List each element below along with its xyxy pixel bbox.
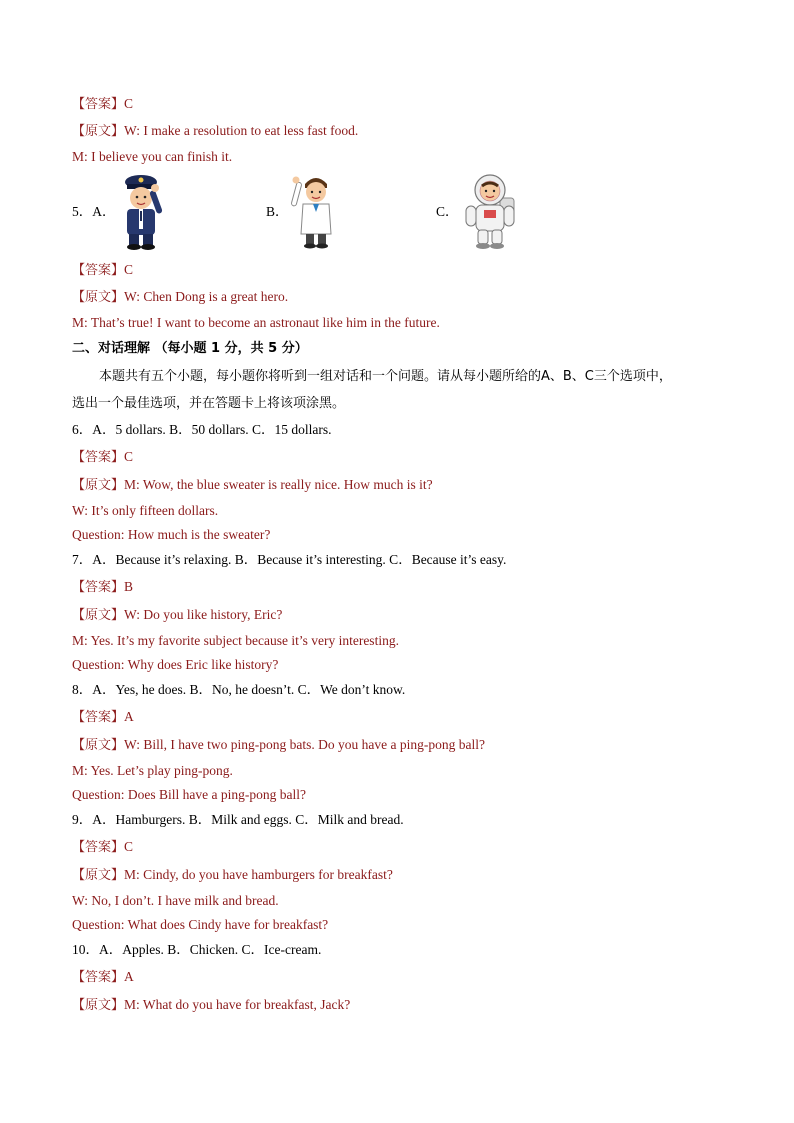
q7-script-m: M: Yes. It’s my favorite subject because it’s very interesting. bbox=[72, 633, 399, 648]
q9-script-line bbox=[72, 867, 393, 884]
q8-options: 8．A．Yes, he does. B．No, he doesn’t. C．We don’t know. bbox=[72, 682, 406, 697]
q5-script-m: M: That’s true! I want to become an astronaut like him in the future. bbox=[72, 315, 440, 330]
q7-script-line bbox=[72, 607, 282, 624]
doctor-icon bbox=[290, 172, 342, 250]
q5-option-b-label: B． bbox=[266, 204, 289, 219]
script-tag: 【原文】 bbox=[72, 290, 125, 305]
section-2-instruction-1: 本题共有五个小题，每小题你将听到一组对话和一个问题。请从每小题所给的A、B、C三个选项中， bbox=[99, 369, 672, 384]
q5-script-w: W: Chen Dong is a great hero. bbox=[124, 289, 289, 304]
q7-script-w: W: Do you like history, Eric? bbox=[124, 607, 283, 622]
script-tag: 【原文】 bbox=[72, 868, 125, 883]
q8-script-w: W: Bill, I have two ping-pong bats. Do you have a ping-pong ball? bbox=[124, 737, 485, 752]
q9-options: 9．A．Hamburgers. B．Milk and eggs. C．Milk and bread. bbox=[72, 812, 404, 827]
answer-tag: 【答案】 bbox=[72, 580, 125, 595]
answer-tag: 【答案】 bbox=[72, 970, 125, 985]
q7-options: 7．A．Because it’s relaxing. B．Because it’s interesting. C．Because it’s easy. bbox=[72, 552, 507, 567]
q6-script-line bbox=[72, 477, 433, 494]
police-officer-icon bbox=[115, 172, 167, 250]
q9-question: Question: What does Cindy have for breakfast? bbox=[72, 917, 329, 932]
q4-answer-line bbox=[72, 96, 133, 113]
q5-number-option-a: 5．A． bbox=[72, 204, 116, 219]
astronaut-icon bbox=[460, 172, 520, 250]
answer-tag: 【答案】 bbox=[72, 840, 125, 855]
q10-script-line bbox=[72, 997, 350, 1014]
q4-script-m: M: I believe you can finish it. bbox=[72, 149, 233, 164]
q4-script-w: W: I make a resolution to eat less fast food. bbox=[124, 123, 359, 138]
q4-answer: C bbox=[124, 96, 134, 111]
answer-tag: 【答案】 bbox=[72, 450, 125, 465]
q7-question: Question: Why does Eric like history? bbox=[72, 657, 279, 672]
answer-tag: 【答案】 bbox=[72, 97, 125, 112]
q6-script-m: M: Wow, the blue sweater is really nice. How much is it? bbox=[124, 477, 433, 492]
q10-options: 10．A．Apples. B．Chicken. C．Ice-cream. bbox=[72, 942, 322, 957]
q10-answer-line bbox=[72, 969, 134, 986]
q4-script-line bbox=[72, 123, 358, 140]
q6-answer: C bbox=[124, 449, 134, 464]
q8-answer: A bbox=[124, 709, 134, 724]
script-tag: 【原文】 bbox=[72, 998, 125, 1013]
q6-options: 6．A．5 dollars. B．50 dollars. C．15 dollars. bbox=[72, 422, 332, 437]
script-tag: 【原文】 bbox=[72, 608, 125, 623]
q5-answer-line bbox=[72, 262, 133, 279]
q7-answer-line bbox=[72, 579, 133, 596]
q9-answer: C bbox=[124, 839, 134, 854]
section-2-instruction-2: 选出一个最佳选项，并在答题卡上将该项涂黑。 bbox=[72, 396, 346, 411]
q7-answer: B bbox=[124, 579, 134, 594]
q8-answer-line bbox=[72, 709, 134, 726]
q5-answer: C bbox=[124, 262, 134, 277]
q10-script-m: M: What do you have for breakfast, Jack? bbox=[124, 997, 351, 1012]
q6-script-w: W: It’s only fifteen dollars. bbox=[72, 503, 219, 518]
q10-answer: A bbox=[124, 969, 134, 984]
answer-tag: 【答案】 bbox=[72, 710, 125, 725]
section-2-title: 二、对话理解 （每小题 1 分，共 5 分） bbox=[72, 341, 308, 356]
q8-script-line bbox=[72, 737, 485, 754]
q6-answer-line bbox=[72, 449, 133, 466]
q8-question: Question: Does Bill have a ping-pong ball? bbox=[72, 787, 306, 802]
script-tag: 【原文】 bbox=[72, 124, 125, 139]
script-tag: 【原文】 bbox=[72, 478, 125, 493]
q5-script-line bbox=[72, 289, 288, 306]
q8-script-m: M: Yes. Let’s play ping-pong. bbox=[72, 763, 233, 778]
answer-tag: 【答案】 bbox=[72, 263, 125, 278]
q5-option-c-label: C． bbox=[436, 204, 459, 219]
q9-answer-line bbox=[72, 839, 133, 856]
q9-script-w: W: No, I don’t. I have milk and bread. bbox=[72, 893, 279, 908]
script-tag: 【原文】 bbox=[72, 738, 125, 753]
q6-question: Question: How much is the sweater? bbox=[72, 527, 271, 542]
q9-script-m: M: Cindy, do you have hamburgers for breakfast? bbox=[124, 867, 393, 882]
